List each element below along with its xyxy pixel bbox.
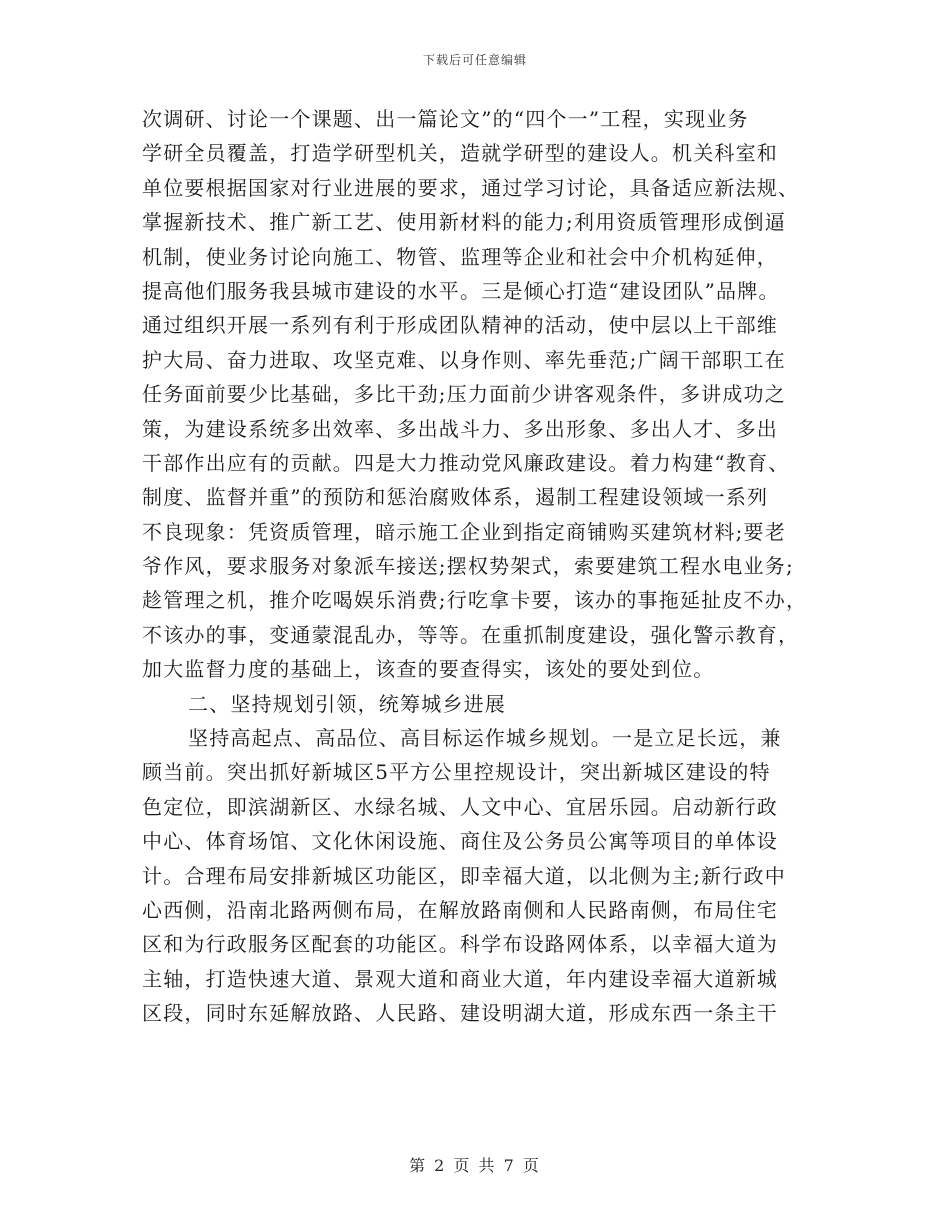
text-line: 趁管理之机，推介吃喝娱乐消费;行吃拿卡要，该办的事拖延扯皮不办， <box>142 588 808 613</box>
text-line: 制度、监督并重”的预防和惩治腐败体系，遏制工程建设领域一系列 <box>142 485 769 510</box>
page-header: 下载后可任意编辑 <box>422 53 527 67</box>
paragraph-start-line: 坚持高起点、高品位、高目标运作城乡规划。一是立足长远，兼 <box>188 726 782 751</box>
text-line: 掌握新技术、推广新工艺、使用新材料的能力;利用资质管理形成倒逼 <box>142 210 786 235</box>
text-line: 色定位，即滨湖新区、水绿名城、人文中心、宜居乐园。启动新行政 <box>142 794 778 819</box>
text-line: 提高他们服务我县城市建设的水平。三是倾心打造“建设团队”品牌。 <box>142 278 780 303</box>
text-line: 顾当前。突出抓好新城区5平方公里控规设计，突出新城区建设的特 <box>142 760 771 785</box>
text-line: 区段，同时东延解放路、人民路、建设明湖大道，形成东西一条主干 <box>142 1001 778 1026</box>
text-line: 机制，使业务讨论向施工、物管、监理等企业和社会中介机构延伸， <box>142 244 778 269</box>
text-line: 通过组织开展一系列有利于形成团队精神的活动，使中层以上干部维 <box>142 313 778 338</box>
text-line: 区和为行政服务区配套的功能区。科学布设路网体系，以幸福大道为 <box>142 932 778 957</box>
text-line: 单位要根据国家对行业进展的要求，通过学习讨论，具备适应新法规、 <box>142 175 800 200</box>
text-line: 不该办的事，变通蒙混乱办，等等。在重抓制度建设，强化警示教育， <box>142 622 800 647</box>
text-line: 干部作出应有的贡献。四是大力推动党风廉政建设。着力构建“教育、 <box>142 450 790 475</box>
text-line: 心西侧，沿南北路两侧布局，在解放路南侧和人民路南侧，布局住宅 <box>142 897 778 922</box>
text-line: 加大监督力度的基础上，该查的要查得实，该处的要处到位。 <box>142 657 715 682</box>
text-line: 中心、体育场馆、文化休闲设施、商住及公务员公寓等项目的单体设 <box>142 829 778 854</box>
text-line: 计。合理布局安排新城区功能区，即幸福大道，以北侧为主;新行政中 <box>142 863 786 888</box>
text-line: 次调研、讨论一个课题、出一篇论文”的“四个一”工程，实现业务 <box>142 107 749 131</box>
page-footer: 第 2 页 共 7 页 <box>409 1156 541 1175</box>
text-line: 爷作风，要求服务对象派车接送;摆权势架式，索要建筑工程水电业务; <box>142 554 794 579</box>
text-line: 护大局、奋力进取、攻坚克难、以身作则、率先垂范;广阔干部职工在 <box>142 347 786 372</box>
text-line: 任务面前要少比基础，多比干劲;压力面前少讲客观条件，多讲成功之 <box>142 382 786 407</box>
text-line: 不良现象：凭资质管理，暗示施工企业到指定商铺购买建筑材料;要老 <box>142 519 786 544</box>
text-line: 主轴，打造快速大道、景观大道和商业大道，年内建设幸福大道新城 <box>142 966 778 991</box>
text-line: 学研全员覆盖，打造学研型机关，造就学研型的建设人。机关科室和 <box>142 141 778 166</box>
section-heading: 二、坚持规划引领，统筹城乡进展 <box>188 691 506 716</box>
document-body <box>142 102 822 1031</box>
text-line: 策，为建设系统多出效率、多出战斗力、多出形象、多出人才、多出 <box>142 416 778 441</box>
